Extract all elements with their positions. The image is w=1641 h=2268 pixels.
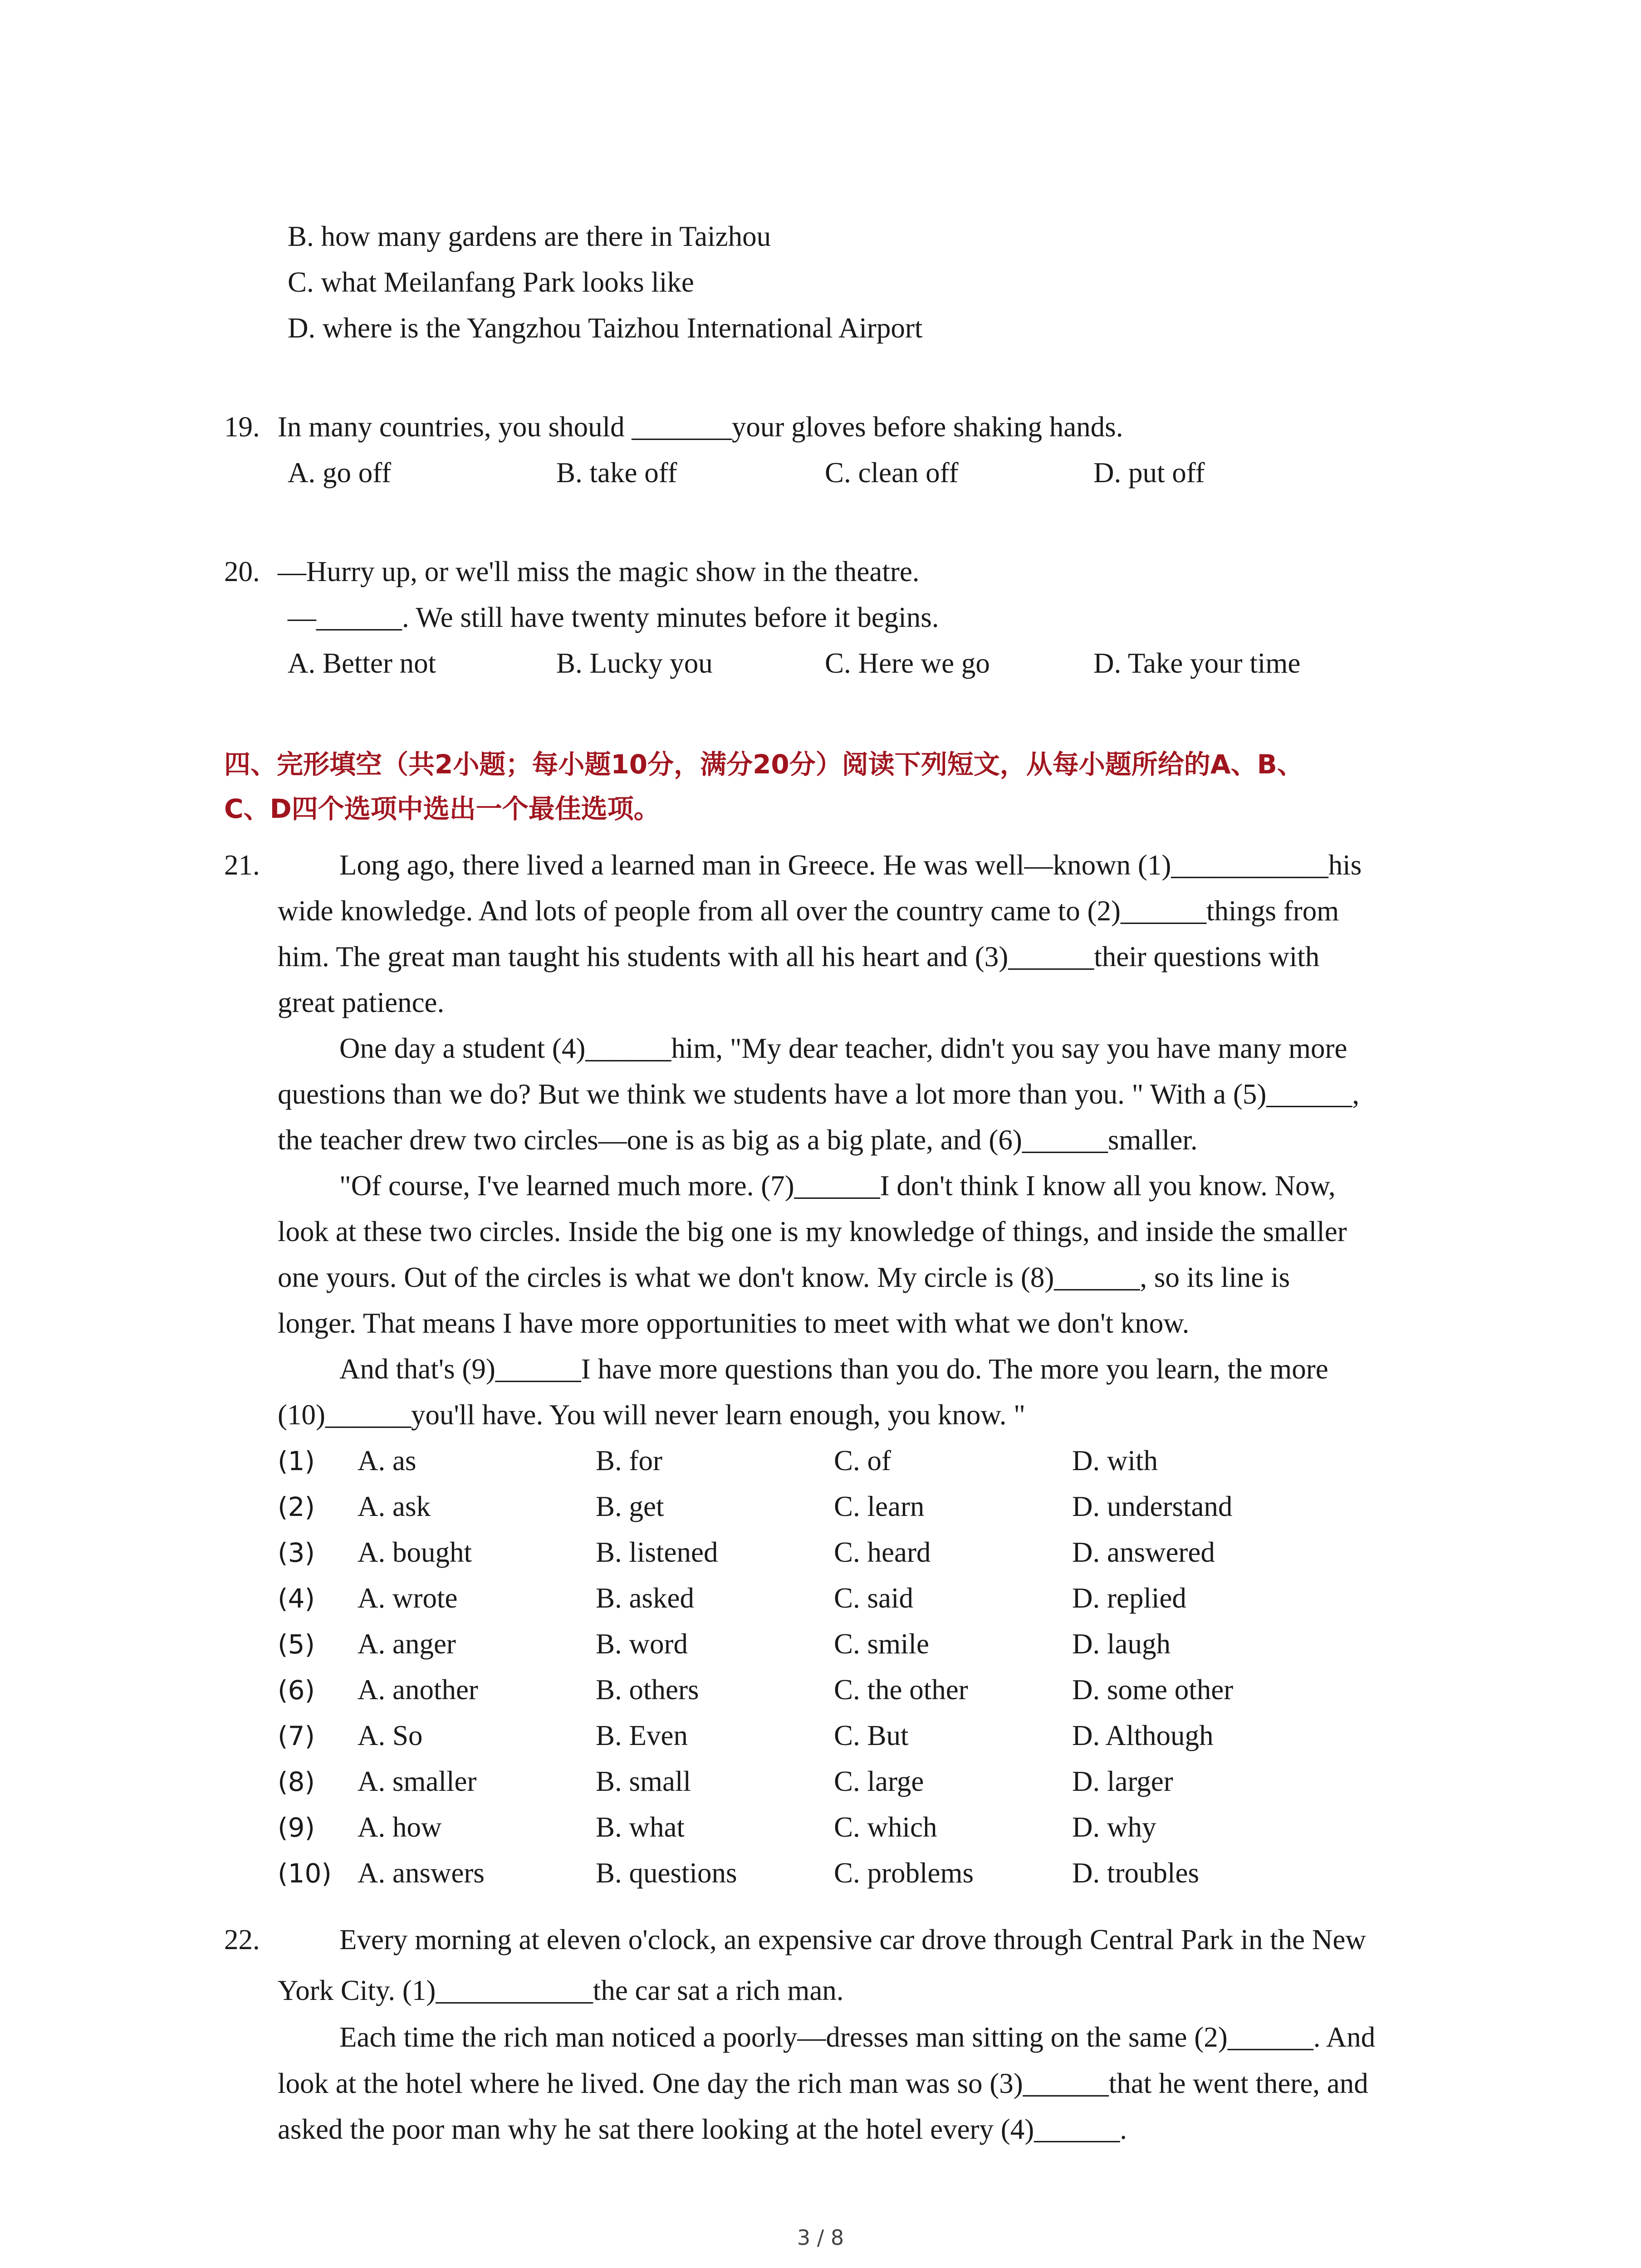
option-b: B. word — [596, 1628, 688, 1660]
passage-line: "Of course, I've learned much more. (7)______I don't think I know all you know. Now, — [339, 1170, 1336, 1202]
option-a: A. another — [358, 1674, 478, 1706]
option-a: A. how — [358, 1811, 442, 1843]
option-b: B. for — [596, 1445, 662, 1476]
passage-line: One day a student (4)______him, "My dear teacher, didn't you say you have many more — [339, 1032, 1347, 1064]
option-c: C. problems — [834, 1857, 974, 1889]
option-d: D. some other — [1072, 1674, 1234, 1706]
option-a: A. wrote — [358, 1582, 458, 1614]
passage-line: one yours. Out of the circles is what we don't know. My circle is (8)______, so its line is — [278, 1261, 1290, 1293]
option-a: A. answers — [358, 1857, 485, 1889]
passage-line: Long ago, there lived a learned man in Greece. He was well—known (1)___________his — [339, 849, 1362, 881]
page-number: 3 / 8 — [797, 2225, 844, 2250]
dialogue-line-1: —Hurry up, or we'll miss the magic show in the theatre. — [278, 556, 920, 587]
option-row-number: (4) — [278, 1583, 315, 1614]
option-b: B. listened — [596, 1536, 718, 1568]
option-b: B. questions — [596, 1857, 737, 1889]
option-b: B. what — [596, 1811, 685, 1843]
option-a: A. So — [358, 1720, 423, 1751]
option-d: D. Take your time — [1093, 647, 1301, 679]
section-heading-line-2: C、D四个选项中选出一个最佳选项。 — [224, 793, 660, 824]
passage-line: And that's (9)______I have more questions than you do. The more you learn, the more — [339, 1353, 1328, 1385]
question-number: 21. — [224, 849, 260, 881]
option-row-number: (6) — [278, 1675, 315, 1706]
passage-line: look at the hotel where he lived. One day the rich man was so (3)______that he went there, and — [278, 2068, 1368, 2099]
option-b: B. get — [596, 1491, 664, 1522]
option-c: C. clean off — [825, 457, 959, 489]
question-number: 22. — [224, 1924, 260, 1955]
option-a: A. as — [358, 1445, 416, 1476]
option-c: C. the other — [834, 1674, 968, 1706]
question-number: 20. — [224, 556, 260, 587]
option-a: A. anger — [358, 1628, 456, 1660]
option-d: D. with — [1072, 1445, 1158, 1476]
passage-line: longer. That means I have more opportunities to meet with what we don't know. — [278, 1307, 1190, 1339]
option-b: B. others — [596, 1674, 699, 1706]
option-b: B. Lucky you — [556, 647, 713, 679]
option-c: C. which — [834, 1811, 937, 1843]
passage-line: York City. (1)___________the car sat a rich man. — [278, 1975, 844, 2006]
option-b: B. Even — [596, 1720, 688, 1751]
option-c: C. But — [834, 1720, 909, 1751]
option-row-number: (2) — [278, 1491, 315, 1522]
option-row-number: (7) — [278, 1721, 315, 1751]
option-a: A. smaller — [358, 1765, 477, 1797]
option-row-number: (8) — [278, 1766, 315, 1797]
question-stem: In many countries, you should _______your gloves before shaking hands. — [278, 411, 1123, 443]
option-c: C. heard — [834, 1536, 931, 1568]
option-d: D. put off — [1093, 457, 1205, 489]
passage-line: (10)______you'll have. You will never learn enough, you know. " — [278, 1399, 1025, 1431]
passage-line: questions than we do? But we think we students have a lot more than you. " With a (5)______, — [278, 1078, 1360, 1110]
option-d: D. troubles — [1072, 1857, 1199, 1889]
option-c: C. learn — [834, 1491, 925, 1522]
option-b: B. asked — [596, 1582, 694, 1614]
option-a: A. bought — [358, 1536, 472, 1568]
option-c: C. Here we go — [825, 647, 990, 679]
option-c: C. said — [834, 1582, 914, 1614]
option-a: A. ask — [358, 1491, 431, 1522]
option-row-number: (3) — [278, 1537, 315, 1568]
passage-line: Every morning at eleven o'clock, an expensive car drove through Central Park in the New — [339, 1924, 1366, 1955]
passage-line: wide knowledge. And lots of people from all over the country came to (2)______things from — [278, 895, 1339, 927]
section-heading-line-1: 四、完形填空（共2小题；每小题10分，满分20分）阅读下列短文，从每小题所给的A、B、 — [224, 749, 1303, 780]
option-c: C. smile — [834, 1628, 930, 1660]
option-b: B. take off — [556, 457, 677, 489]
option-d: D. larger — [1072, 1765, 1173, 1797]
option-a: A. Better not — [288, 647, 436, 679]
dialogue-line-2: —______. We still have twenty minutes before it begins. — [288, 601, 939, 633]
option-d: D. why — [1072, 1811, 1156, 1843]
option-row-number: (1) — [278, 1446, 315, 1476]
q18-option-c: C. what Meilanfang Park looks like — [288, 266, 694, 298]
option-b: B. small — [596, 1765, 691, 1797]
option-d: D. replied — [1072, 1582, 1186, 1614]
option-c: C. large — [834, 1765, 924, 1797]
question-number: 19. — [224, 411, 260, 443]
option-d: D. Although — [1072, 1720, 1214, 1751]
q18-option-b: B. how many gardens are there in Taizhou — [288, 220, 771, 252]
passage-line: him. The great man taught his students with all his heart and (3)______their questions with — [278, 941, 1320, 973]
option-d: D. laugh — [1072, 1628, 1171, 1660]
q18-option-d: D. where is the Yangzhou Taizhou International Airport — [288, 312, 923, 344]
passage-line: asked the poor man why he sat there looking at the hotel every (4)______. — [278, 2113, 1127, 2145]
option-row-number: (5) — [278, 1629, 315, 1660]
passage-line: look at these two circles. Inside the big one is my knowledge of things, and inside the smaller — [278, 1216, 1347, 1247]
option-a: A. go off — [288, 457, 392, 489]
option-row-number: (9) — [278, 1812, 315, 1843]
passage-line: Each time the rich man noticed a poorly—dresses man sitting on the same (2)______. And — [339, 2021, 1376, 2053]
passage-line: the teacher drew two circles—one is as big as a big plate, and (6)______smaller. — [278, 1124, 1198, 1156]
option-row-number: (10) — [278, 1858, 332, 1889]
option-c: C. of — [834, 1445, 891, 1476]
option-d: D. understand — [1072, 1491, 1233, 1522]
passage-line: great patience. — [278, 987, 445, 1018]
option-d: D. answered — [1072, 1536, 1215, 1568]
